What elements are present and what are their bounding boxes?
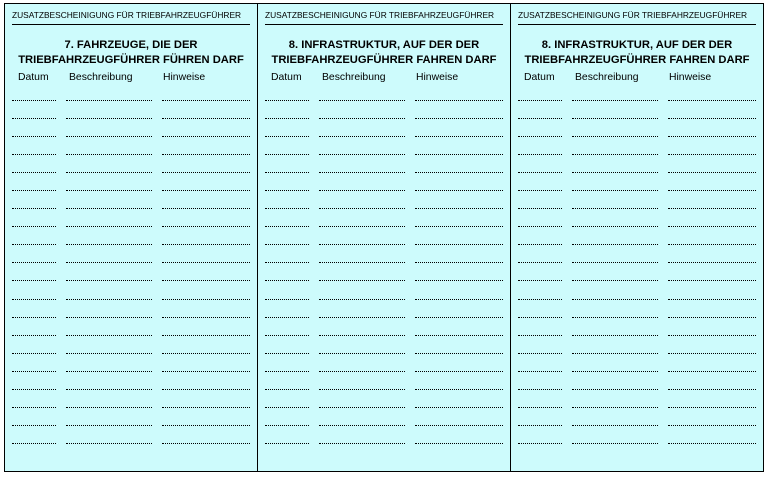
hinweise-field[interactable] [415, 280, 503, 281]
entry-row [518, 154, 759, 172]
hinweise-field[interactable] [162, 389, 250, 390]
beschreibung-field[interactable] [572, 118, 658, 119]
entry-row [265, 299, 506, 317]
entry-row [518, 353, 759, 371]
hinweise-field[interactable] [415, 172, 503, 173]
hinweise-field[interactable] [668, 190, 756, 191]
beschreibung-field[interactable] [319, 443, 405, 444]
datum-field[interactable] [265, 371, 309, 372]
panel-title-line1: 7. FAHRZEUGE, DIE DER [64, 39, 198, 51]
hinweise-field[interactable] [668, 389, 756, 390]
datum-field[interactable] [518, 190, 562, 191]
datum-field[interactable] [265, 335, 309, 336]
entry-row [265, 443, 506, 461]
hinweise-field[interactable] [668, 262, 756, 263]
datum-field[interactable] [518, 425, 562, 426]
beschreibung-field[interactable] [572, 100, 658, 101]
hinweise-field[interactable] [162, 100, 250, 101]
beschreibung-field[interactable] [66, 317, 152, 318]
hinweise-field[interactable] [668, 118, 756, 119]
beschreibung-field[interactable] [572, 425, 658, 426]
datum-field[interactable] [12, 317, 56, 318]
datum-field[interactable] [518, 371, 562, 372]
panel-header: ZUSATZBESCHEINIGUNG FÜR TRIEBFAHRZEUGFÜHRER [12, 8, 250, 25]
column-header-hinweise: Hinweise [669, 72, 712, 83]
beschreibung-field[interactable] [319, 299, 405, 300]
beschreibung-field[interactable] [319, 172, 405, 173]
entry-row [12, 244, 253, 262]
datum-field[interactable] [12, 118, 56, 119]
entry-row [518, 299, 759, 317]
beschreibung-field[interactable] [572, 299, 658, 300]
datum-field[interactable] [518, 299, 562, 300]
beschreibung-field[interactable] [572, 172, 658, 173]
datum-field[interactable] [12, 262, 56, 263]
entry-row [265, 389, 506, 407]
entry-row [265, 353, 506, 371]
beschreibung-field[interactable] [66, 226, 152, 227]
entry-row [518, 280, 759, 298]
beschreibung-field[interactable] [572, 317, 658, 318]
hinweise-field[interactable] [668, 407, 756, 408]
datum-field[interactable] [265, 280, 309, 281]
entry-row [518, 118, 759, 136]
beschreibung-field[interactable] [319, 118, 405, 119]
datum-field[interactable] [518, 262, 562, 263]
entry-row [518, 172, 759, 190]
hinweise-field[interactable] [415, 353, 503, 354]
datum-field[interactable] [12, 389, 56, 390]
column-headers [18, 71, 253, 85]
column-headers [271, 71, 506, 85]
datum-field[interactable] [265, 443, 309, 444]
entry-row [12, 425, 253, 443]
panel-title [5, 38, 257, 68]
beschreibung-field[interactable] [66, 190, 152, 191]
beschreibung-field[interactable] [572, 335, 658, 336]
datum-field[interactable] [12, 353, 56, 354]
datum-field[interactable] [12, 407, 56, 408]
entry-row [12, 280, 253, 298]
hinweise-field[interactable] [668, 136, 756, 137]
entry-row [518, 262, 759, 280]
hinweise-field[interactable] [415, 371, 503, 372]
panel-title-line2: TRIEBFAHRZEUGFÜHRER FAHREN DARF [524, 54, 750, 66]
datum-field[interactable] [518, 280, 562, 281]
entry-row [518, 371, 759, 389]
column-header-hinweise: Hinweise [416, 72, 459, 83]
beschreibung-field[interactable] [572, 136, 658, 137]
entry-rows [265, 100, 506, 461]
beschreibung-field[interactable] [66, 389, 152, 390]
beschreibung-field[interactable] [572, 443, 658, 444]
entry-row [12, 118, 253, 136]
hinweise-field[interactable] [668, 208, 756, 209]
hinweise-field[interactable] [162, 118, 250, 119]
entry-row [12, 154, 253, 172]
entry-row [12, 136, 253, 154]
entry-row [518, 407, 759, 425]
hinweise-field[interactable] [668, 353, 756, 354]
entry-row [12, 226, 253, 244]
beschreibung-field[interactable] [319, 425, 405, 426]
hinweise-field[interactable] [162, 299, 250, 300]
beschreibung-field[interactable] [66, 208, 152, 209]
hinweise-field[interactable] [162, 190, 250, 191]
entry-row [518, 425, 759, 443]
datum-field[interactable] [12, 100, 56, 101]
entry-row [518, 100, 759, 118]
beschreibung-field[interactable] [572, 154, 658, 155]
beschreibung-field[interactable] [66, 371, 152, 372]
hinweise-field[interactable] [668, 172, 756, 173]
entry-row [12, 172, 253, 190]
column-header-hinweise: Hinweise [163, 72, 206, 83]
entry-row [12, 262, 253, 280]
entry-row [12, 371, 253, 389]
entry-row [12, 100, 253, 118]
hinweise-field[interactable] [415, 118, 503, 119]
beschreibung-field[interactable] [66, 443, 152, 444]
beschreibung-field[interactable] [572, 190, 658, 191]
hinweise-field[interactable] [415, 407, 503, 408]
entry-row [265, 244, 506, 262]
beschreibung-field[interactable] [319, 154, 405, 155]
panel-title [511, 38, 763, 68]
datum-field[interactable] [12, 371, 56, 372]
hinweise-field[interactable] [162, 244, 250, 245]
hinweise-field[interactable] [162, 371, 250, 372]
entry-row [12, 335, 253, 353]
column-header-beschreibung: Beschreibung [322, 72, 386, 83]
hinweise-field[interactable] [415, 335, 503, 336]
datum-field[interactable] [12, 136, 56, 137]
beschreibung-field[interactable] [572, 226, 658, 227]
hinweise-field[interactable] [415, 262, 503, 263]
entry-row [518, 244, 759, 262]
datum-field[interactable] [265, 317, 309, 318]
hinweise-field[interactable] [415, 317, 503, 318]
hinweise-field[interactable] [668, 100, 756, 101]
hinweise-field[interactable] [415, 190, 503, 191]
hinweise-field[interactable] [415, 100, 503, 101]
hinweise-field[interactable] [415, 244, 503, 245]
beschreibung-field[interactable] [572, 262, 658, 263]
datum-field[interactable] [265, 353, 309, 354]
beschreibung-field[interactable] [319, 335, 405, 336]
entry-row [518, 190, 759, 208]
beschreibung-field[interactable] [66, 353, 152, 354]
beschreibung-field[interactable] [319, 136, 405, 137]
panel-header: ZUSATZBESCHEINIGUNG FÜR TRIEBFAHRZEUGFÜHRER [265, 8, 503, 25]
beschreibung-field[interactable] [319, 371, 405, 372]
datum-field[interactable] [518, 244, 562, 245]
datum-field[interactable] [518, 389, 562, 390]
column-headers [524, 71, 759, 85]
datum-field[interactable] [518, 136, 562, 137]
hinweise-field[interactable] [162, 262, 250, 263]
beschreibung-field[interactable] [319, 407, 405, 408]
beschreibung-field[interactable] [66, 136, 152, 137]
beschreibung-field[interactable] [319, 190, 405, 191]
entry-row [265, 208, 506, 226]
hinweise-field[interactable] [162, 226, 250, 227]
hinweise-field[interactable] [162, 443, 250, 444]
hinweise-field[interactable] [668, 317, 756, 318]
datum-field[interactable] [265, 208, 309, 209]
hinweise-field[interactable] [415, 208, 503, 209]
entry-rows [518, 100, 759, 461]
datum-field[interactable] [265, 118, 309, 119]
beschreibung-field[interactable] [66, 118, 152, 119]
datum-field[interactable] [12, 299, 56, 300]
datum-field[interactable] [518, 407, 562, 408]
hinweise-field[interactable] [668, 280, 756, 281]
entry-row [265, 371, 506, 389]
datum-field[interactable] [518, 226, 562, 227]
column-header-beschreibung: Beschreibung [575, 72, 639, 83]
entry-row [265, 317, 506, 335]
hinweise-field[interactable] [668, 226, 756, 227]
entry-row [518, 226, 759, 244]
panel-vehicles [5, 4, 257, 471]
beschreibung-field[interactable] [66, 335, 152, 336]
datum-field[interactable] [518, 335, 562, 336]
entry-row [518, 389, 759, 407]
hinweise-field[interactable] [668, 443, 756, 444]
datum-field[interactable] [265, 190, 309, 191]
entry-row [12, 208, 253, 226]
entry-row [12, 353, 253, 371]
entry-row [518, 443, 759, 461]
datum-field[interactable] [265, 154, 309, 155]
hinweise-field[interactable] [668, 154, 756, 155]
hinweise-field[interactable] [415, 425, 503, 426]
entry-row [518, 317, 759, 335]
datum-field[interactable] [265, 244, 309, 245]
panel-title-line2: TRIEBFAHRZEUGFÜHRER FAHREN DARF [271, 54, 497, 66]
beschreibung-field[interactable] [66, 280, 152, 281]
entry-row [12, 317, 253, 335]
datum-field[interactable] [265, 100, 309, 101]
datum-field[interactable] [12, 208, 56, 209]
beschreibung-field[interactable] [319, 262, 405, 263]
beschreibung-field[interactable] [66, 172, 152, 173]
entry-row [518, 208, 759, 226]
datum-field[interactable] [518, 208, 562, 209]
beschreibung-field[interactable] [319, 244, 405, 245]
hinweise-field[interactable] [162, 280, 250, 281]
panel-title [258, 38, 510, 68]
beschreibung-field[interactable] [66, 244, 152, 245]
entry-row [265, 280, 506, 298]
datum-field[interactable] [12, 443, 56, 444]
datum-field[interactable] [518, 172, 562, 173]
panel-header: ZUSATZBESCHEINIGUNG FÜR TRIEBFAHRZEUGFÜHRER [518, 8, 756, 25]
datum-field[interactable] [518, 443, 562, 444]
datum-field[interactable] [12, 172, 56, 173]
panel-title-line1: 8. INFRASTRUKTUR, AUF DER DER [541, 39, 733, 51]
beschreibung-field[interactable] [319, 100, 405, 101]
beschreibung-field[interactable] [572, 389, 658, 390]
hinweise-field[interactable] [415, 226, 503, 227]
datum-field[interactable] [12, 335, 56, 336]
beschreibung-field[interactable] [66, 299, 152, 300]
entry-row [12, 443, 253, 461]
datum-field[interactable] [265, 407, 309, 408]
beschreibung-field[interactable] [319, 280, 405, 281]
datum-field[interactable] [265, 262, 309, 263]
entry-row [12, 299, 253, 317]
entry-row [265, 136, 506, 154]
entry-row [265, 190, 506, 208]
hinweise-field[interactable] [162, 154, 250, 155]
hinweise-field[interactable] [415, 154, 503, 155]
beschreibung-field[interactable] [66, 425, 152, 426]
beschreibung-field[interactable] [319, 353, 405, 354]
beschreibung-field[interactable] [572, 371, 658, 372]
datum-field[interactable] [518, 353, 562, 354]
beschreibung-field[interactable] [572, 353, 658, 354]
panel-title-line2: TRIEBFAHRZEUGFÜHRER FÜHREN DARF [18, 54, 244, 66]
entry-row [12, 389, 253, 407]
beschreibung-field[interactable] [66, 407, 152, 408]
beschreibung-field[interactable] [572, 208, 658, 209]
datum-field[interactable] [12, 280, 56, 281]
panel-infrastructure-continued [510, 4, 763, 471]
entry-row [12, 190, 253, 208]
hinweise-field[interactable] [415, 443, 503, 444]
datum-field[interactable] [265, 172, 309, 173]
panel-title-line1: 8. INFRASTRUKTUR, AUF DER DER [288, 39, 480, 51]
beschreibung-field[interactable] [319, 389, 405, 390]
entry-row [265, 335, 506, 353]
beschreibung-field[interactable] [66, 100, 152, 101]
datum-field[interactable] [12, 226, 56, 227]
entry-rows [12, 100, 253, 461]
datum-field[interactable] [12, 190, 56, 191]
certificate-sheet [4, 3, 764, 472]
hinweise-field[interactable] [668, 244, 756, 245]
datum-field[interactable] [265, 425, 309, 426]
datum-field[interactable] [265, 136, 309, 137]
entry-row [265, 172, 506, 190]
beschreibung-field[interactable] [66, 154, 152, 155]
hinweise-field[interactable] [668, 425, 756, 426]
beschreibung-field[interactable] [572, 244, 658, 245]
hinweise-field[interactable] [162, 353, 250, 354]
beschreibung-field[interactable] [319, 226, 405, 227]
beschreibung-field[interactable] [319, 208, 405, 209]
datum-field[interactable] [265, 389, 309, 390]
entry-row [518, 335, 759, 353]
datum-field[interactable] [12, 425, 56, 426]
hinweise-field[interactable] [162, 172, 250, 173]
entry-row [265, 262, 506, 280]
hinweise-field[interactable] [162, 335, 250, 336]
hinweise-field[interactable] [162, 208, 250, 209]
entry-row [518, 136, 759, 154]
hinweise-field[interactable] [162, 407, 250, 408]
hinweise-field[interactable] [415, 136, 503, 137]
beschreibung-field[interactable] [319, 317, 405, 318]
entry-row [265, 425, 506, 443]
hinweise-field[interactable] [415, 299, 503, 300]
datum-field[interactable] [12, 154, 56, 155]
entry-row [265, 407, 506, 425]
entry-row [265, 100, 506, 118]
entry-row [265, 226, 506, 244]
entry-row [265, 118, 506, 136]
column-header-datum: Datum [524, 72, 555, 83]
hinweise-field[interactable] [668, 299, 756, 300]
datum-field[interactable] [518, 317, 562, 318]
beschreibung-field[interactable] [572, 407, 658, 408]
datum-field[interactable] [12, 244, 56, 245]
datum-field[interactable] [265, 299, 309, 300]
panel-infrastructure [257, 4, 510, 471]
hinweise-field[interactable] [668, 371, 756, 372]
entry-row [12, 407, 253, 425]
hinweise-field[interactable] [668, 335, 756, 336]
beschreibung-field[interactable] [572, 280, 658, 281]
datum-field[interactable] [265, 226, 309, 227]
column-header-datum: Datum [271, 72, 302, 83]
datum-field[interactable] [518, 100, 562, 101]
beschreibung-field[interactable] [66, 262, 152, 263]
entry-row [265, 154, 506, 172]
hinweise-field[interactable] [162, 425, 250, 426]
hinweise-field[interactable] [162, 317, 250, 318]
hinweise-field[interactable] [415, 389, 503, 390]
hinweise-field[interactable] [162, 136, 250, 137]
datum-field[interactable] [518, 118, 562, 119]
column-header-beschreibung: Beschreibung [69, 72, 133, 83]
column-header-datum: Datum [18, 72, 49, 83]
datum-field[interactable] [518, 154, 562, 155]
